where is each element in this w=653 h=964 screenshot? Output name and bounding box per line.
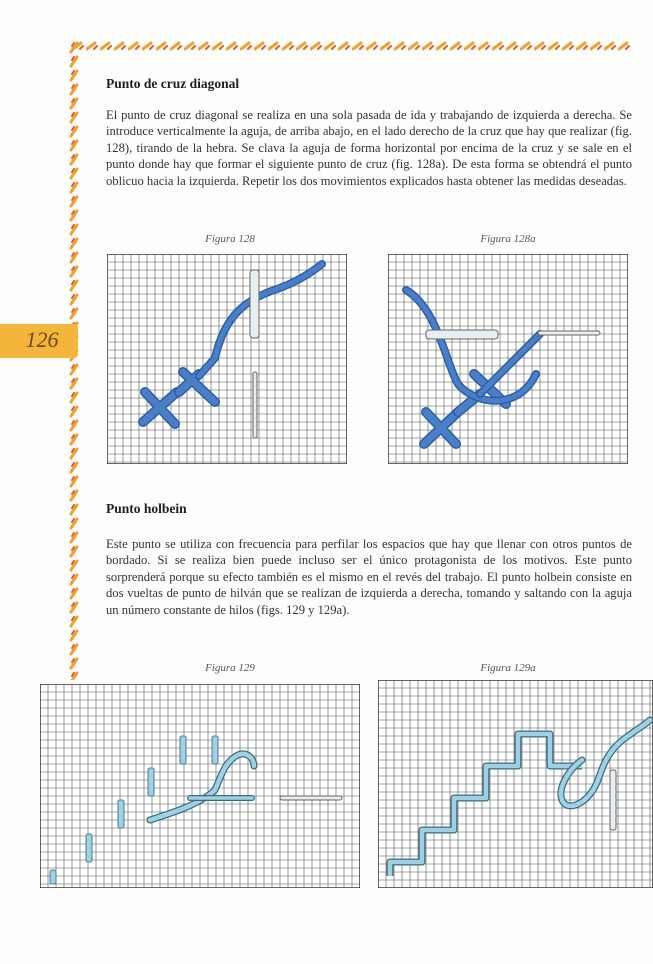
figure-128a: [388, 254, 628, 464]
section-text-cruz-diagonal: [106, 107, 632, 189]
paragraph: Este punto se utiliza con frecuencia para perfilar los espacios que hay que llenar con otros puntos de bordado. Si se realiza bien puede incluso ser el único protagonista de los motivos. Este punto sorprenderá porque su efecto también es el mismo en el revés del trabajo. El punto holbein consiste en dos vueltas de punto de hilván que se realizan de izquierda a derecha, tomando y saltando con la aguja un número constante de hilos (figs. 129 y 129a).: [106, 537, 632, 617]
paragraph: El punto de cruz diagonal se realiza en una sola pasada de ida y trabajando de izquierda a derecha. Se introduce verticalmente la aguja, de arriba abajo, en el lado derecho de la cruz que hay que realizar (fig. 128), tirando de la hebra. Se clava la aguja de forma horizontal por encima de la cruz y se sale en el punto donde hay que formar el siguiente punto de cruz (fig. 128a). De esta forma se obtendrá el punto oblicuo hacia la izquierda. Repetir los dos movimientos explicados hasta obtener las medidas deseadas.: [106, 108, 632, 188]
figure-caption-128a: Figura 128a: [480, 233, 536, 245]
figure-128: [107, 254, 347, 464]
page-number: 126: [25, 327, 59, 352]
figure-caption-128: Figura 128: [205, 233, 255, 245]
figure-129: [40, 684, 360, 888]
section-text-holbein: [106, 536, 632, 618]
decorative-border-top: [72, 40, 632, 52]
section-title-holbein: Punto holbein: [106, 501, 187, 516]
figure-caption-129: Figura 129: [205, 662, 255, 674]
section-title-cruz-diagonal: Punto de cruz diagonal: [106, 76, 240, 91]
figure-caption-129a: Figura 129a: [480, 662, 536, 674]
figure-129a: [378, 680, 653, 888]
decorative-border-left: [68, 40, 80, 680]
